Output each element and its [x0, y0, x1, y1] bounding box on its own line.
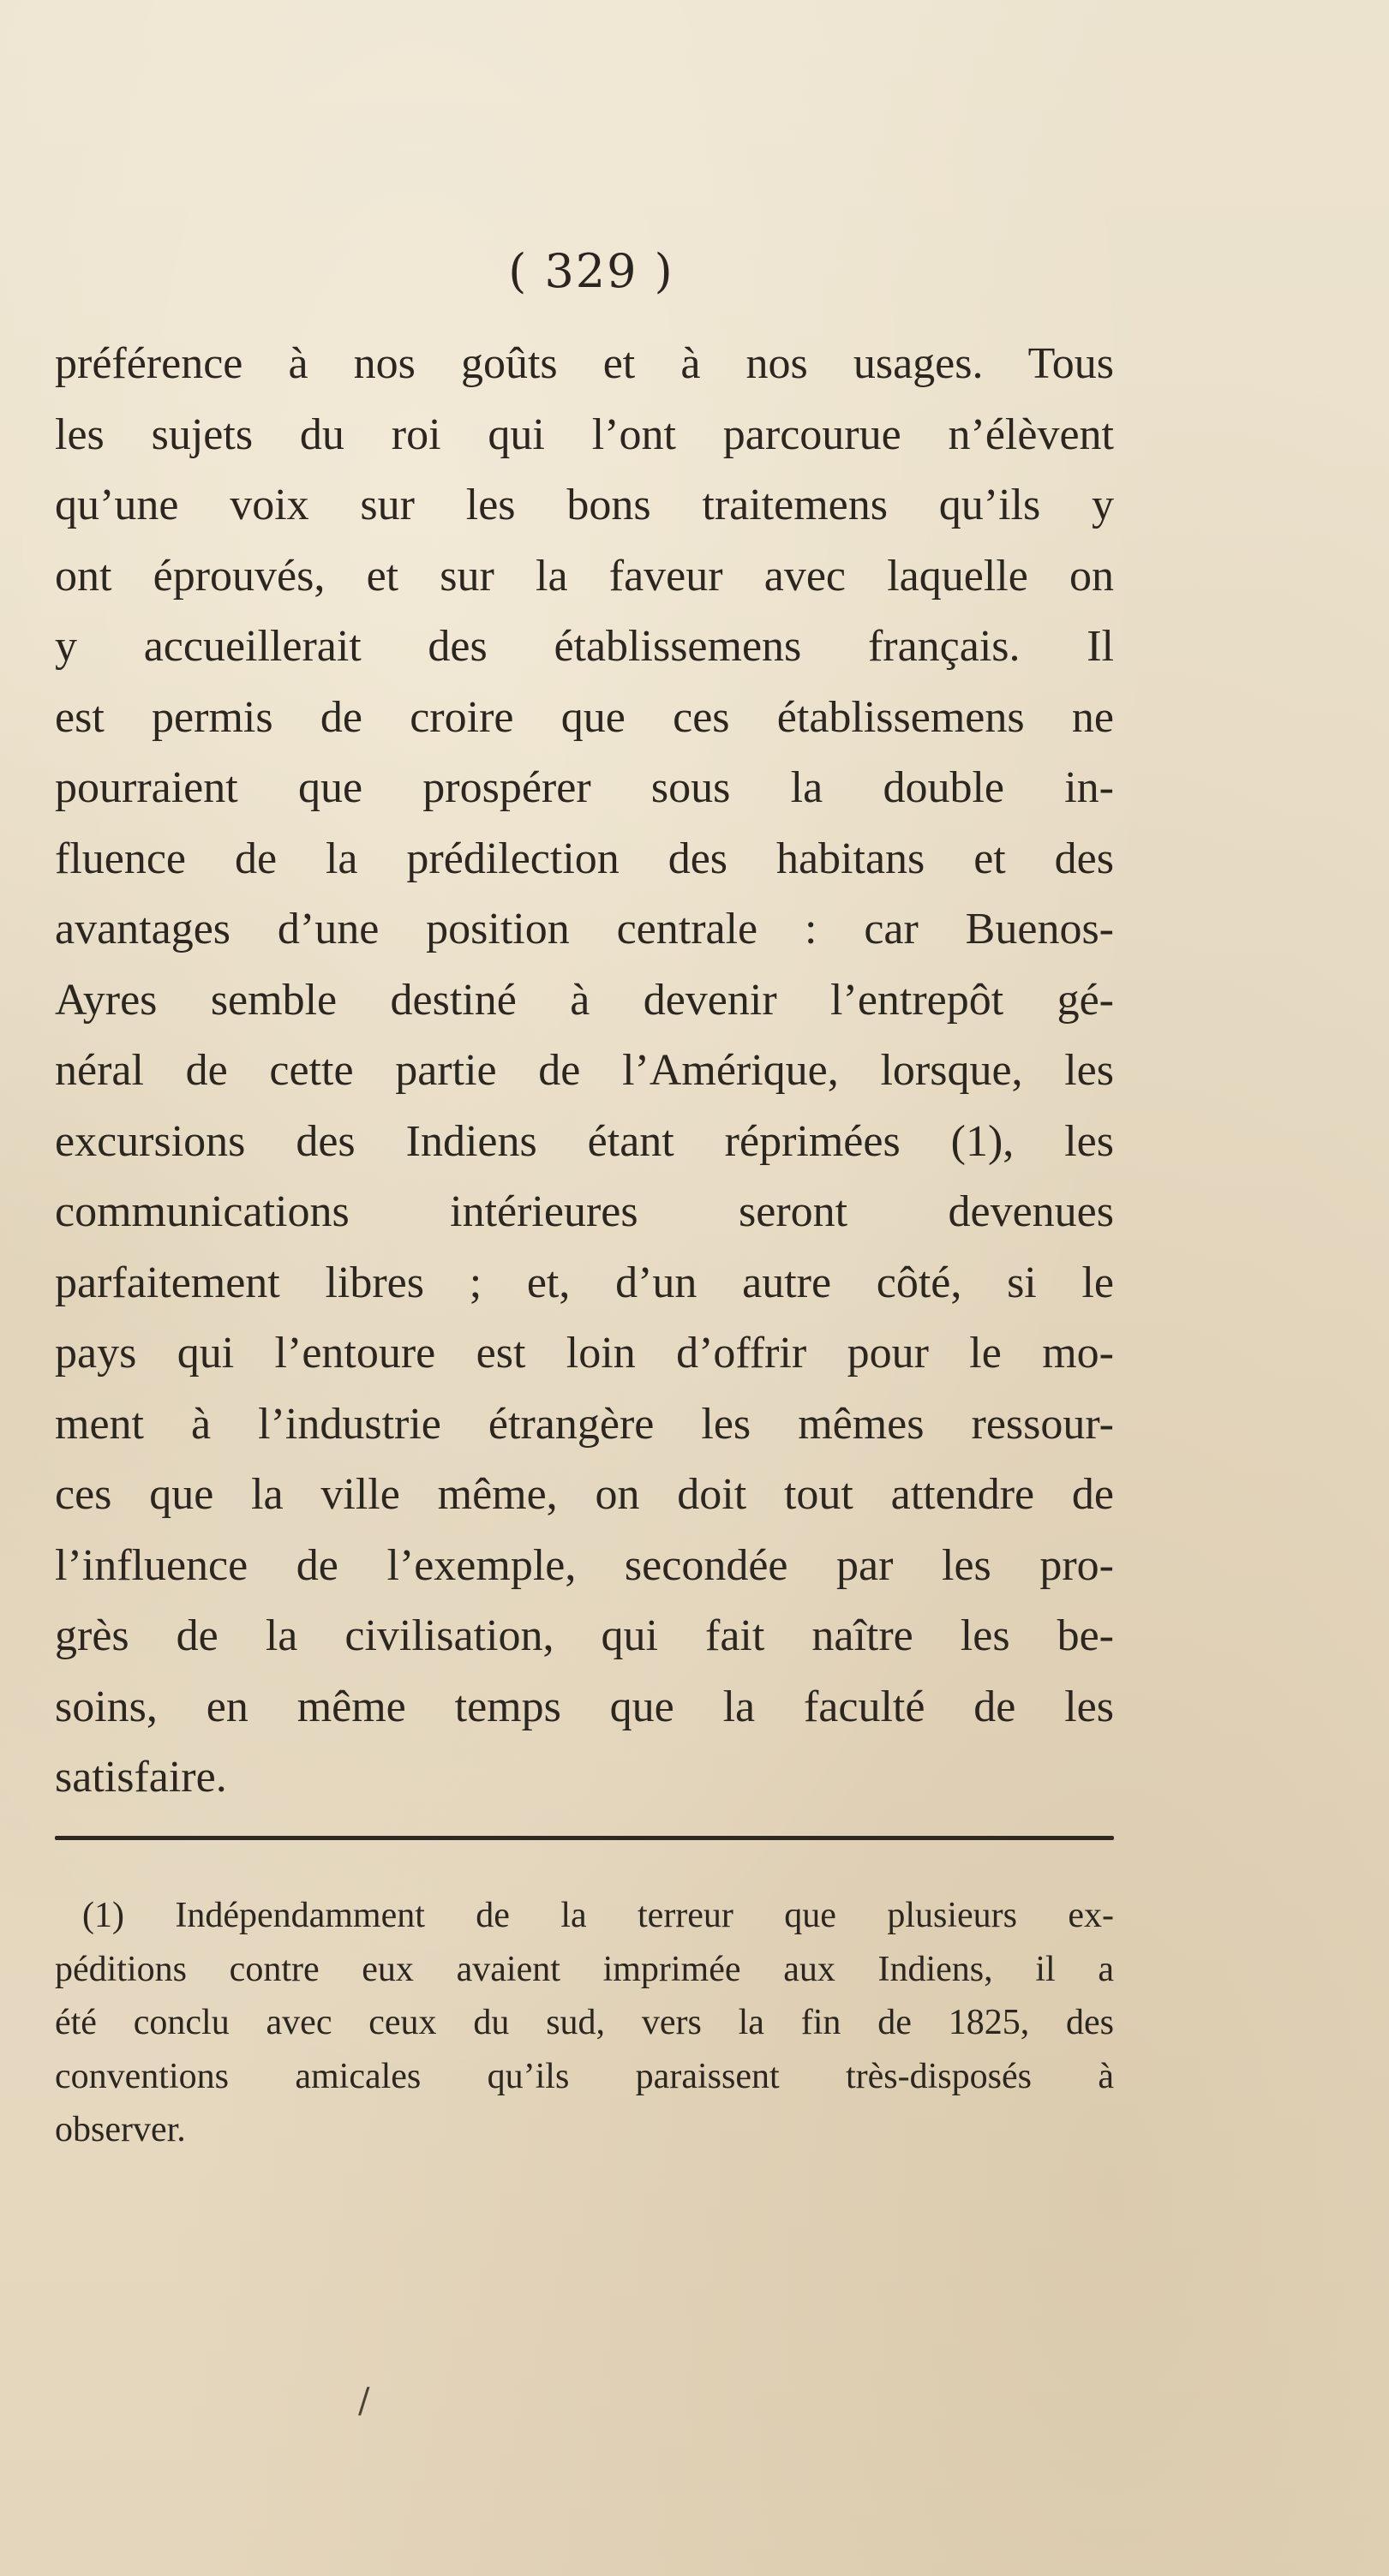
stray-ink-mark: / — [358, 2382, 370, 2421]
footnote-separator-rule — [55, 1836, 1114, 1840]
footnote-line: conventions amicales qu’ils paraissent très-disposés à — [55, 2056, 1114, 2096]
page-number: ( 329 ) — [508, 244, 674, 298]
footnote-line: été conclu avec ceux du sud, vers la fin de 1825, des — [55, 2003, 1114, 2042]
text-line: ont éprouvés, et sur la faveur avec laquelle on — [55, 551, 1114, 601]
text-line: soins, en même temps que la faculté de les — [55, 1682, 1114, 1731]
text-line: communications intérieures seront devenues — [55, 1187, 1114, 1236]
text-line: parfaitement libres ; et, d’un autre côté, si le — [55, 1258, 1114, 1307]
text-line: l’influence de l’exemple, secondée par les pro- — [55, 1540, 1114, 1590]
main-text — [55, 329, 1114, 1814]
footnote — [55, 1889, 1114, 2157]
text-line-last: satisfaire. — [55, 1753, 227, 1802]
text-line: néral de cette partie de l’Amérique, lorsque, les — [55, 1046, 1114, 1095]
text-line: Ayres semble destiné à devenir l’entrepôt gé- — [55, 975, 1114, 1025]
text-line: fluence de la prédilection des habitans et des — [55, 834, 1114, 883]
footnote-line-last: observer. — [55, 2110, 186, 2149]
text-line: grès de la civilisation, qui fait naître les be- — [55, 1611, 1114, 1660]
text-line: avantages d’une position centrale : car Buenos- — [55, 905, 1114, 953]
text-line: est permis de croire que ces établissemens ne — [55, 692, 1114, 742]
text-line: pourraient que prospérer sous la double in- — [55, 763, 1114, 812]
text-line: ment à l’industrie étrangère les mêmes ressour- — [55, 1399, 1114, 1449]
text-line: qu’une voix sur les bons traitemens qu’ils y — [55, 481, 1114, 529]
text-line: préférence à nos goûts et à nos usages. Tous — [55, 339, 1114, 388]
footnote-line: péditions contre eux avaient imprimée aux Indiens, il a — [55, 1949, 1114, 1989]
text-line: les sujets du roi qui l’ont parcourue n’élèvent — [55, 409, 1114, 459]
footnote-line: (1) Indépendamment de la terreur que plusieurs ex- — [82, 1896, 1114, 1935]
text-line: ces que la ville même, on doit tout attendre de — [55, 1470, 1114, 1519]
text-line: pays qui l’entoure est loin d’offrir pour le mo- — [55, 1329, 1114, 1378]
text-line: y accueillerait des établissemens français. Il — [55, 622, 1114, 671]
text-line: excursions des Indiens étant réprimées (1), les — [55, 1116, 1114, 1166]
